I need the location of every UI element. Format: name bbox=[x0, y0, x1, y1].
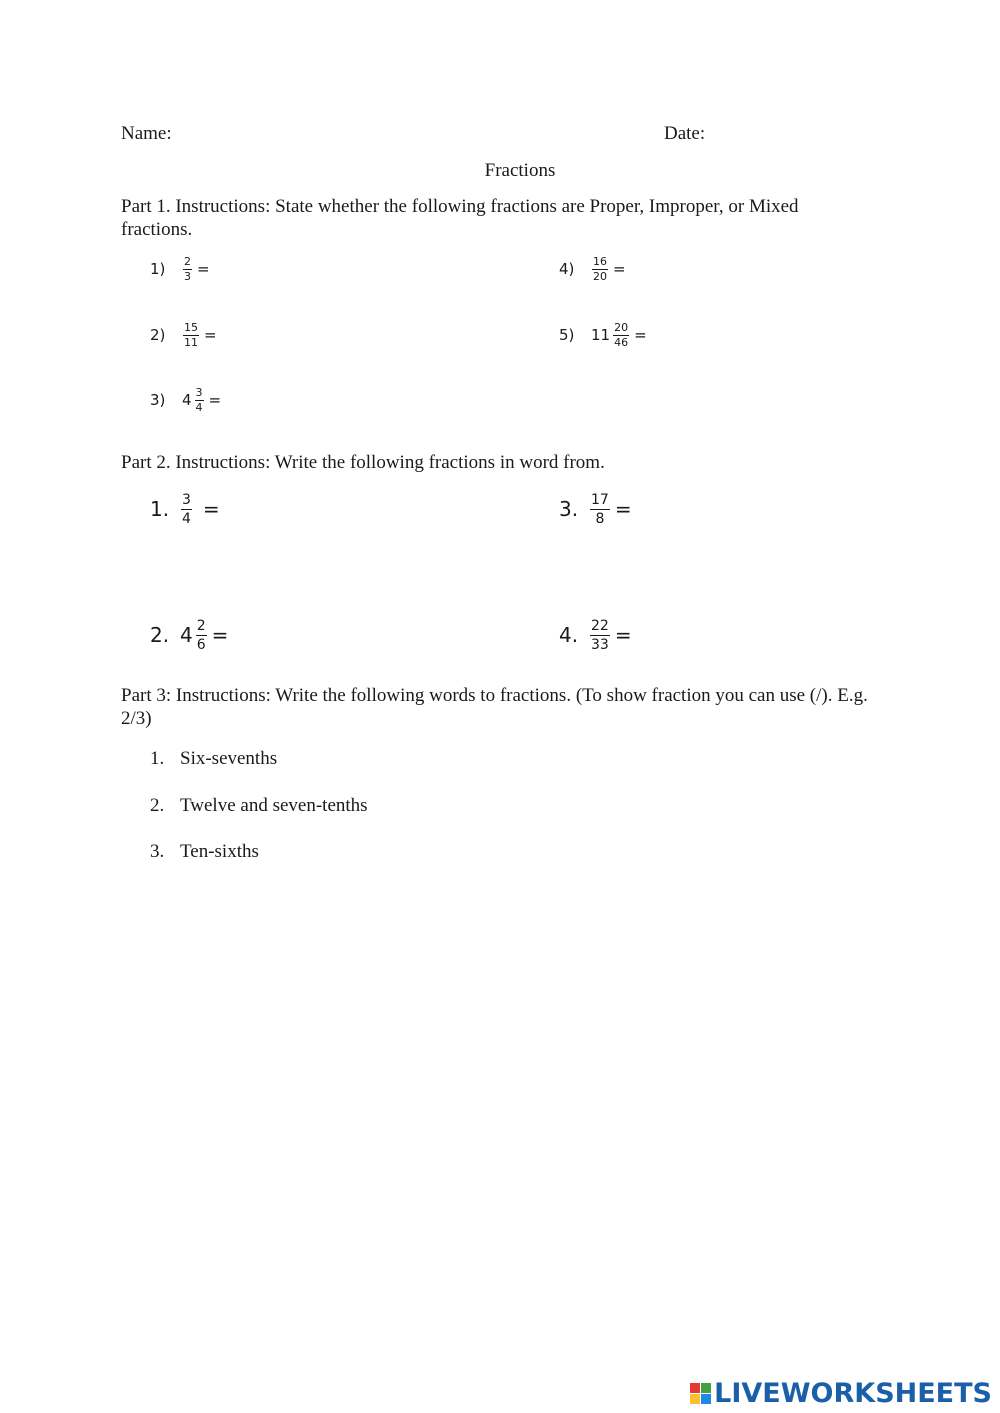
list-item bbox=[150, 840, 259, 863]
whole-number: 4 bbox=[182, 391, 192, 409]
equals-sign: = bbox=[197, 260, 210, 278]
equals-sign: = bbox=[204, 326, 217, 344]
fraction: $\frac{22}{33}$ bbox=[591, 617, 609, 653]
logo-text: LIVEWORKSHEETS bbox=[714, 1377, 992, 1409]
item-number: 3) bbox=[150, 391, 166, 409]
item-text: Twelve and seven-tenths bbox=[180, 795, 368, 816]
item-text: Ten-sixths bbox=[180, 841, 259, 862]
fraction: $\frac{2}{3}$ bbox=[184, 254, 191, 283]
part1-instructions: Part 1. Instructions: State whether the following fractions are Proper, Improper, or Mixed fractions. bbox=[121, 196, 799, 240]
part1-item-2 bbox=[150, 315, 217, 355]
liveworksheets-logo-icon bbox=[690, 1383, 711, 1404]
equals-sign: = bbox=[208, 391, 222, 409]
fraction: $\frac{3}{4}$ bbox=[182, 491, 191, 527]
equals-sign: = bbox=[202, 497, 220, 521]
equals-sign: = bbox=[614, 497, 632, 521]
fraction: $\frac{16}{20}$ bbox=[593, 254, 607, 283]
whole-number: 11 bbox=[591, 326, 611, 344]
item-number: 5) bbox=[559, 326, 575, 344]
equals-sign: = bbox=[211, 623, 229, 647]
list-item bbox=[150, 747, 277, 770]
part1-item-4 bbox=[559, 249, 626, 289]
item-number: 3. bbox=[559, 497, 579, 521]
page-title: Fractions bbox=[484, 160, 556, 181]
part3-instructions: Part 3: Instructions: Write the following words to fractions. (To show fraction you can use (/). E.g. 2/3) bbox=[121, 685, 868, 729]
item-number: 1. bbox=[150, 748, 165, 769]
part2-item-2 bbox=[150, 610, 228, 660]
fraction: $\frac{20}{46}$ bbox=[614, 320, 629, 349]
item-number: 3. bbox=[150, 841, 165, 862]
item-number: 1) bbox=[150, 260, 166, 278]
part2-item-1 bbox=[150, 484, 220, 534]
part2-item-3 bbox=[559, 484, 632, 534]
list-item bbox=[150, 794, 368, 817]
item-number: 4. bbox=[559, 623, 579, 647]
part1-item-3 bbox=[150, 380, 221, 420]
equals-sign: = bbox=[613, 260, 626, 278]
part1-item-5 bbox=[559, 315, 647, 355]
whole-number: 4 bbox=[180, 623, 193, 647]
fraction: $\frac{17}{8}$ bbox=[591, 491, 609, 527]
part2-instructions: Part 2. Instructions: Write the following fractions in word from. bbox=[121, 452, 605, 473]
date-label: Date: bbox=[664, 123, 706, 144]
liveworksheets-logo bbox=[690, 1376, 992, 1410]
item-text: Six-sevenths bbox=[180, 748, 278, 769]
part2-item-4 bbox=[559, 610, 632, 660]
part1-item-1 bbox=[150, 249, 210, 289]
item-number: 1. bbox=[150, 497, 170, 521]
fraction: $\frac{3}{4}$ bbox=[195, 385, 203, 414]
fraction: $\frac{2}{6}$ bbox=[196, 617, 206, 653]
fraction: $\frac{15}{11}$ bbox=[184, 320, 198, 349]
equals-sign: = bbox=[634, 326, 647, 344]
item-number: 2. bbox=[150, 623, 170, 647]
item-number: 2) bbox=[150, 326, 166, 344]
item-number: 4) bbox=[559, 260, 575, 278]
item-number: 2. bbox=[150, 795, 165, 816]
name-label: Name: bbox=[121, 123, 172, 144]
equals-sign: = bbox=[614, 623, 632, 647]
